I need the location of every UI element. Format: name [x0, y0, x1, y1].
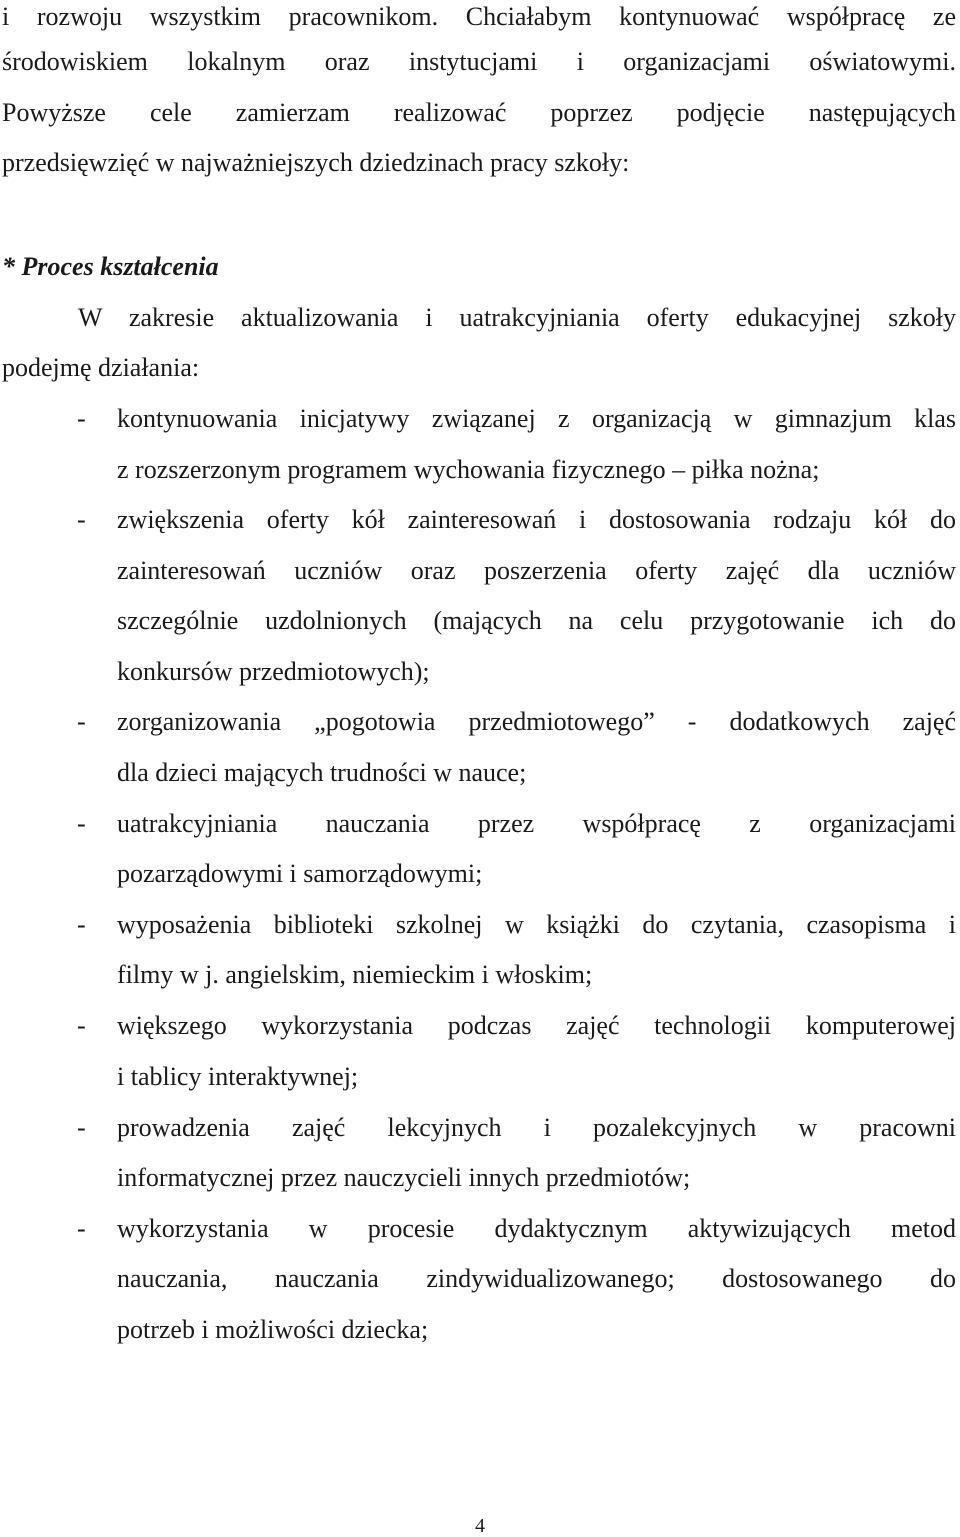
- list-item-line: zainteresowań uczniów oraz poszerzenia oferty zajęć dla uczniów: [117, 556, 956, 585]
- list-bullet: -: [77, 707, 86, 736]
- list-bullet: -: [77, 809, 86, 838]
- list-item-line: dla dzieci mających trudności w nauce;: [117, 758, 527, 787]
- list-item-line: szczególnie uzdolnionych (mających na celu przygotowanie ich do: [117, 606, 956, 635]
- list-item-line: z rozszerzonym programem wychowania fizycznego – piłka nożna;: [117, 455, 820, 484]
- list-bullet: -: [77, 910, 86, 939]
- intro-line: przedsięwzięć w najważniejszych dziedzinach pracy szkoły:: [2, 148, 630, 177]
- list-item-line: kontynuowania inicjatywy związanej z organizacją w gimnazjum klas: [117, 404, 956, 433]
- list-bullet: -: [77, 1214, 86, 1243]
- list-item-line: i tablicy interaktywnej;: [117, 1062, 359, 1091]
- intro-line: i rozwoju wszystkim pracownikom. Chciałabym kontynuować współpracę ze: [2, 2, 956, 31]
- list-item-line: uatrakcyjniania nauczania przez współpracę z organizacjami: [117, 809, 956, 838]
- list-item-line: zwiększenia oferty kół zainteresowań i dostosowania rodzaju kół do: [117, 505, 956, 534]
- section-heading: * Proces kształcenia: [2, 252, 219, 281]
- list-item-line: pozarządowymi i samorządowymi;: [117, 859, 483, 888]
- section-paragraph-line: podejmę działania:: [2, 353, 200, 382]
- list-item-line: konkursów przedmiotowych);: [117, 657, 430, 686]
- list-item-line: większego wykorzystania podczas zajęć technologii komputerowej: [117, 1011, 956, 1040]
- list-item-line: wykorzystania w procesie dydaktycznym aktywizujących metod: [117, 1214, 956, 1243]
- list-bullet: -: [77, 1011, 86, 1040]
- list-item-line: potrzeb i możliwości dziecka;: [117, 1315, 429, 1344]
- list-bullet: -: [77, 404, 86, 433]
- intro-line: Powyższe cele zamierzam realizować poprzez podjęcie następujących: [2, 98, 956, 127]
- list-item-line: informatycznej przez nauczycieli innych przedmiotów;: [117, 1163, 691, 1192]
- intro-line: środowiskiem lokalnym oraz instytucjami i organizacjami oświatowymi.: [2, 47, 956, 76]
- list-item-line: wyposażenia biblioteki szkolnej w książki do czytania, czasopisma i: [117, 910, 956, 939]
- list-item-line: zorganizowania „pogotowia przedmiotowego” - dodatkowych zajęć: [117, 707, 956, 736]
- list-item-line: prowadzenia zajęć lekcyjnych i pozalekcyjnych w pracowni: [117, 1113, 956, 1142]
- list-bullet: -: [77, 1113, 86, 1142]
- list-bullet: -: [77, 505, 86, 534]
- list-item-line: nauczania, nauczania zindywidualizowanego; dostosowanego do: [117, 1264, 956, 1293]
- list-item-line: filmy w j. angielskim, niemieckim i włoskim;: [117, 960, 593, 989]
- page-number: 4: [475, 1515, 485, 1537]
- section-paragraph-line: W zakresie aktualizowania i uatrakcyjniania oferty edukacyjnej szkoły: [78, 303, 956, 332]
